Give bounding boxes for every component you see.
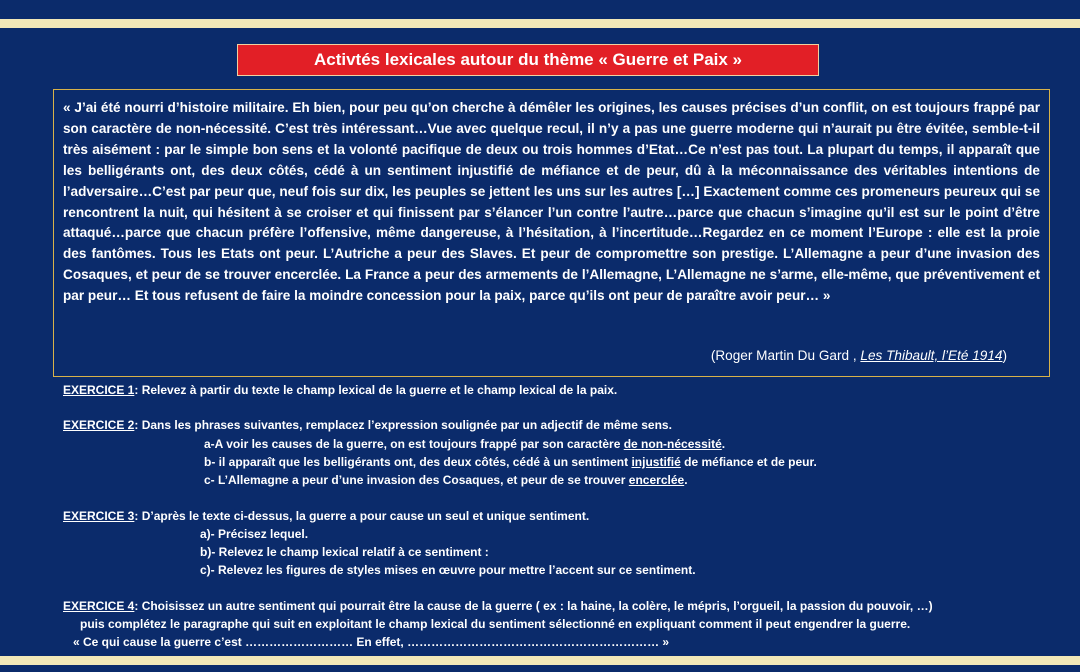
- exercise-2-c-text: c- L’Allemagne a peur d’une invasion des Cosaques, et peur de se trouver: [204, 473, 629, 487]
- exercise-1-label: EXERCICE 1: [63, 383, 135, 397]
- exercise-2-a-underlined: de non-nécessité: [623, 437, 722, 451]
- top-stripe: [0, 19, 1080, 28]
- exercise-2-item-b: [204, 454, 817, 471]
- exercise-2-c-underlined: encerclée: [628, 473, 685, 487]
- exercise-2-a-end: .: [721, 437, 726, 451]
- quote-source: [711, 348, 1007, 363]
- bottom-stripe: [0, 656, 1080, 665]
- quote-text: « J’ai été nourri d’histoire militaire. Eh bien, pour peu qu’on cherche à démêler les origines, les causes précises d’un conflit, on est toujours frappé par son caractère de non-nécessité. C’est très intéressant…Vue avec quelque recul, il n’y a pas une guerre moderne qui n’aurait pu être évitée, semble-t-il très aisément : par le simple bon sens et la volonté pacifique de deux ou trois hommes d’Etat…Ce n’est pas tout. La plupart du temps, il apparaît que les belligérants ont, des deux côtés, cédé à un sentiment injustifié de méfiance et de peur, dû à la méconnaissance des véritables intentions de l’adversaire…C’est par peur que, neuf fois sur dix, les peuples se jettent les uns sur les autres […] Exactement comme ces promeneurs peureux qui se rencontrent la nuit, qui hésitent à se croiser et qui finissent par s’élancer l’un contre l’autre…parce que chacun s’imagine qu’il est sur le point d’être attaqué…parce que chacun préfère l’offensive, même dangereuse, à l’hésitation, à l’incertitude…Regardez en ce moment l’Europe : elle est la proie des fantômes. Tous les Etats ont peur. L’Autriche a peur des Slaves. Et peur de compromettre son prestige. L’Allemagne a peur d’une invasion des Cosaques, et peur de se trouver encerclée. La France a peur des armements de l’Allemagne, L’Allemagne ne s’arme, elle-même, que préventivement et par peur… Et tous refusent de faire la moindre concession pour la paix, parce qu’ils ont peur de paraître avoir peur… »: [63, 100, 1040, 304]
- exercise-2: [63, 417, 672, 434]
- exercise-4-label: EXERCICE 4: [63, 599, 135, 613]
- exercise-2-item-a: [204, 436, 725, 453]
- exercise-3-item-c: c)- Relevez les figures de styles mises en œuvre pour mettre l’accent sur ce sentiment.: [200, 563, 696, 577]
- exercise-2-c-end: .: [684, 473, 688, 487]
- exercise-2-item-c: [204, 472, 688, 489]
- exercise-1: [63, 382, 617, 399]
- exercise-3-label: EXERCICE 3: [63, 509, 135, 523]
- source-author: (Roger Martin Du Gard ,: [710, 348, 861, 363]
- exercise-3-item-b: b)- Relevez le champ lexical relatif à ce sentiment :: [200, 545, 489, 559]
- source-book-title: Les Thibault, l’Eté 1914: [860, 348, 1003, 363]
- exercise-2-b-text: b- il apparaît que les belligérants ont, des deux côtés, cédé à un sentiment: [204, 455, 632, 469]
- exercise-2-label: EXERCICE 2: [63, 418, 135, 432]
- exercise-2-b-end: de méfiance et de peur.: [680, 455, 817, 469]
- page-title: [237, 44, 819, 76]
- quote-box: [53, 89, 1050, 377]
- exercise-1-text: : Relevez à partir du texte le champ lexical de la guerre et le champ lexical de la paix.: [134, 383, 618, 397]
- exercise-3-text: : D’après le texte ci-dessus, la guerre a pour cause un seul et unique sentiment.: [134, 509, 590, 523]
- exercise-4-line-3: « Ce qui cause la guerre c’est ……………………… En effet, ……………………………………………………… »: [73, 635, 670, 649]
- exercise-2-a-text: a-A voir les causes de la guerre, on est toujours frappé par son caractère: [204, 437, 624, 451]
- exercise-3-item-a: a)- Précisez lequel.: [200, 527, 309, 541]
- exercise-2-text: : Dans les phrases suivantes, remplacez l’expression soulignée par un adjectif de même sens.: [134, 418, 672, 432]
- exercise-3: [63, 508, 589, 525]
- exercise-4-text: : Choisissez un autre sentiment qui pourrait être la cause de la guerre ( ex : la haine, la colère, le mépris, l’orgueil, la passion du pouvoir, …): [134, 599, 933, 613]
- source-close: ): [1002, 348, 1007, 363]
- exercise-2-b-underlined: injustifié: [631, 455, 681, 469]
- page-title-text: Activtés lexicales autour du thème « Guerre et Paix »: [313, 50, 742, 69]
- exercise-4-line-2: puis complétez le paragraphe qui suit en exploitant le champ lexical du sentiment sélectionné en expliquant comment il peut engendrer la guerre.: [80, 617, 911, 631]
- exercise-4: [63, 598, 933, 615]
